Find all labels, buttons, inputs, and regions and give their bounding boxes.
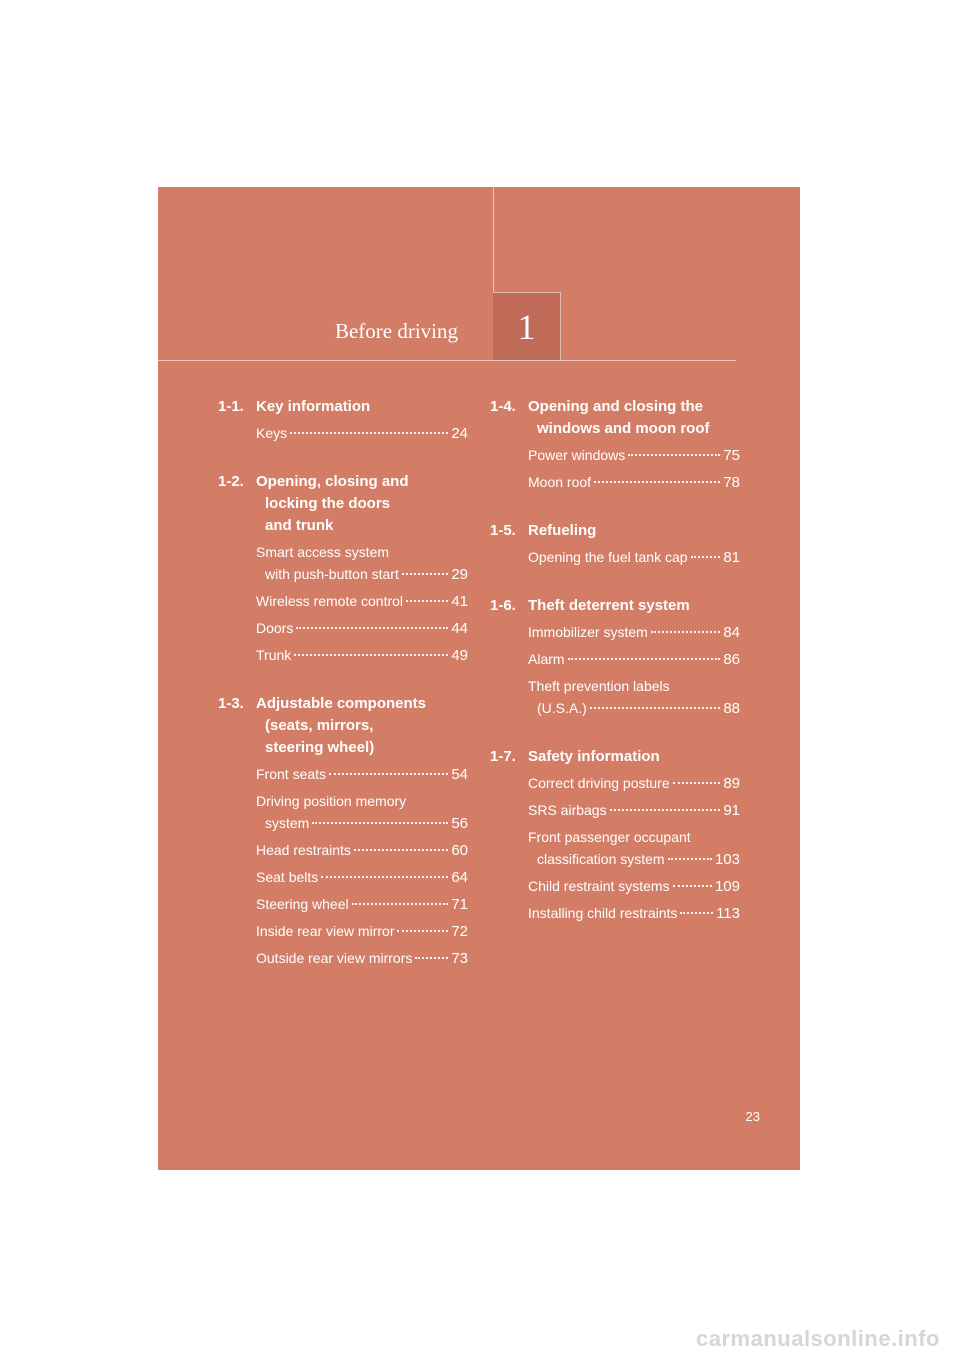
toc-entry-text: Immobilizer system — [528, 624, 648, 640]
dot-leader — [312, 822, 448, 824]
dot-leader — [397, 930, 448, 932]
toc-entry-text: Keys — [256, 425, 288, 441]
section-title — [256, 396, 468, 418]
dot-leader — [294, 654, 448, 656]
section-heading — [490, 520, 740, 542]
toc-page-number: 24 — [451, 425, 468, 442]
section-heading — [218, 693, 468, 759]
toc-page-number: 89 — [723, 775, 740, 792]
toc-entry-text: Wireless remote control — [256, 593, 404, 609]
toc-entry[interactable] — [218, 541, 468, 586]
toc-page-number: 44 — [451, 620, 468, 637]
section-number: 1-6. — [490, 597, 516, 614]
toc-entry-line — [256, 763, 468, 786]
toc-entry[interactable] — [490, 546, 740, 569]
dot-leader — [321, 876, 448, 878]
toc-entry-line — [256, 839, 468, 862]
section-number: 1-4. — [490, 398, 516, 415]
section-heading — [490, 396, 740, 440]
toc-entry-text: classification system — [537, 851, 665, 867]
toc-entry[interactable] — [218, 920, 468, 943]
toc-entry-line — [528, 621, 740, 644]
toc-entry[interactable] — [218, 617, 468, 640]
dot-leader — [568, 658, 721, 660]
section-title — [256, 471, 468, 537]
toc-entry-line — [528, 875, 740, 898]
dot-leader — [594, 481, 720, 483]
toc-entry-line — [528, 902, 740, 925]
header-horizontal-rule — [158, 360, 736, 361]
section-entries — [218, 541, 468, 667]
toc-entry-line — [528, 471, 740, 494]
section-number: 1-7. — [490, 748, 516, 765]
toc-entry-text: Inside rear view mirror — [256, 923, 395, 939]
toc-entry-text: (U.S.A.) — [537, 700, 587, 716]
toc-page-number: 91 — [723, 802, 740, 819]
toc-entry-text: Head restraints — [256, 842, 351, 858]
toc-entry[interactable] — [218, 893, 468, 916]
toc-entry-line — [256, 866, 468, 889]
toc-entry-line — [256, 812, 468, 835]
toc-entry-text: Power windows — [528, 447, 626, 463]
toc-entry[interactable] — [218, 644, 468, 667]
toc-column-right — [490, 396, 740, 951]
section-entries — [218, 763, 468, 970]
toc-entry-line — [256, 617, 468, 640]
toc-entry-line — [528, 772, 740, 795]
section-title-line: Key information — [256, 398, 371, 415]
section-title — [528, 520, 740, 542]
toc-entry-text: Opening the fuel tank cap — [528, 549, 688, 565]
toc-entry-text: Steering wheel — [256, 896, 349, 912]
toc-column-left — [218, 396, 468, 996]
toc-entry-line — [528, 648, 740, 671]
toc-section — [218, 396, 468, 445]
dot-leader — [680, 912, 713, 914]
section-entries — [490, 772, 740, 925]
chapter-panel — [158, 187, 800, 1170]
section-heading — [490, 746, 740, 768]
section-entries — [490, 444, 740, 494]
dot-leader — [673, 885, 712, 887]
chapter-number: 1 — [517, 306, 536, 347]
section-title-line: Opening and closing the — [528, 398, 704, 415]
toc-entry-line — [528, 675, 740, 697]
dot-leader — [402, 573, 448, 575]
section-heading — [218, 471, 468, 537]
toc-page-number: 103 — [714, 851, 740, 868]
dot-leader — [352, 903, 449, 905]
dot-leader — [354, 849, 448, 851]
toc-entry-text: Alarm — [528, 651, 565, 667]
toc-entry-text: Seat belts — [256, 869, 319, 885]
toc-section — [490, 746, 740, 925]
toc-page-number: 56 — [451, 815, 468, 832]
dot-leader — [610, 809, 721, 811]
toc-entry-line — [256, 790, 468, 812]
page-number: 23 — [745, 1109, 760, 1124]
toc-entry-text: Moon roof — [528, 474, 592, 490]
section-title — [528, 746, 740, 768]
toc-entry-text: Smart access system — [256, 544, 390, 560]
toc-page-number: 49 — [451, 647, 468, 664]
section-heading — [218, 396, 468, 418]
toc-page-number: 84 — [723, 624, 740, 641]
toc-entry-line — [256, 541, 468, 563]
toc-entry-line — [256, 422, 468, 445]
toc-entry[interactable] — [490, 675, 740, 720]
toc-entry-text: Theft prevention labels — [528, 678, 670, 694]
toc-entry[interactable] — [490, 772, 740, 795]
section-entries — [490, 621, 740, 720]
toc-entry-line — [528, 697, 740, 720]
toc-page-number: 75 — [723, 447, 740, 464]
toc-entry-text: system — [265, 815, 310, 831]
toc-entry-text: Front passenger occupant — [528, 829, 691, 845]
section-entries — [218, 422, 468, 445]
dot-leader — [590, 707, 721, 709]
toc-entry-text: Driving position memory — [256, 793, 407, 809]
toc-entry[interactable] — [490, 648, 740, 671]
toc-page-number: 41 — [451, 593, 468, 610]
toc-entry[interactable] — [218, 590, 468, 613]
toc-page-number: 78 — [723, 474, 740, 491]
toc-entry-line — [528, 799, 740, 822]
section-number: 1-3. — [218, 695, 244, 712]
toc-entry[interactable] — [490, 875, 740, 898]
toc-entry-line — [256, 563, 468, 586]
toc-entry[interactable] — [218, 866, 468, 889]
section-title — [528, 396, 740, 440]
toc-page-number: 72 — [451, 923, 468, 940]
chapter-title: Before driving — [334, 319, 458, 343]
section-title-line: Theft deterrent system — [528, 597, 690, 614]
section-number: 1-5. — [490, 522, 516, 539]
toc-entry-text: Outside rear view mirrors — [256, 950, 413, 966]
toc-section — [218, 693, 468, 970]
toc-entry[interactable] — [490, 471, 740, 494]
toc-section — [490, 595, 740, 720]
toc-entry-line — [256, 920, 468, 943]
section-number: 1-2. — [218, 473, 244, 490]
dot-leader — [628, 454, 720, 456]
dot-leader — [668, 858, 712, 860]
toc-page-number: 64 — [451, 869, 468, 886]
toc-entry-text: Installing child restraints — [528, 905, 678, 921]
section-title-line: and trunk — [265, 517, 334, 534]
toc-entry-line — [256, 947, 468, 970]
toc-entry-line — [528, 826, 740, 848]
section-entries — [490, 546, 740, 569]
toc-section — [490, 520, 740, 569]
toc-entry[interactable] — [490, 902, 740, 925]
toc-entry-line — [256, 590, 468, 613]
dot-leader — [673, 782, 721, 784]
toc-entry-line — [256, 893, 468, 916]
section-number: 1-1. — [218, 398, 244, 415]
dot-leader — [290, 432, 448, 434]
toc-entry-text: Child restraint systems — [528, 878, 670, 894]
dot-leader — [296, 627, 448, 629]
chapter-number-box — [493, 292, 561, 360]
toc-entry[interactable] — [490, 444, 740, 467]
toc-entry-text: Correct driving posture — [528, 775, 670, 791]
toc-entry-line — [528, 546, 740, 569]
toc-entry[interactable] — [490, 826, 740, 871]
toc-entry-text: Trunk — [256, 647, 292, 663]
toc-section — [490, 396, 740, 494]
toc-page-number: 54 — [451, 766, 468, 783]
toc-page-number: 109 — [714, 878, 740, 895]
section-title-line: Adjustable components — [256, 695, 427, 712]
toc-page-number: 88 — [723, 700, 740, 717]
toc-page-number: 60 — [451, 842, 468, 859]
toc-page-number: 71 — [451, 896, 468, 913]
dot-leader — [651, 631, 721, 633]
toc-section — [218, 471, 468, 667]
section-title-line: (seats, mirrors, — [265, 717, 374, 734]
dot-leader — [329, 773, 448, 775]
toc-entry[interactable] — [218, 763, 468, 786]
toc-page-number: 113 — [716, 905, 740, 922]
toc-entry-line — [528, 848, 740, 871]
section-title-line: steering wheel) — [265, 739, 375, 756]
dot-leader — [691, 556, 721, 558]
dot-leader — [406, 600, 448, 602]
toc-entry-text: Front seats — [256, 766, 327, 782]
toc-page-number: 29 — [451, 566, 468, 583]
section-title — [528, 595, 740, 617]
toc-page-number: 81 — [723, 549, 740, 566]
toc-entry-line — [256, 644, 468, 667]
section-title-line: Opening, closing and — [256, 473, 409, 490]
toc-page-number: 86 — [723, 651, 740, 668]
section-title-line: Refueling — [528, 522, 597, 539]
toc-entry-text: with push-button start — [265, 566, 399, 582]
section-heading — [490, 595, 740, 617]
toc-entry[interactable] — [218, 947, 468, 970]
toc-entry[interactable] — [218, 839, 468, 862]
toc-entry-text: SRS airbags — [528, 802, 607, 818]
toc-entry[interactable] — [218, 790, 468, 835]
toc-entry[interactable] — [490, 799, 740, 822]
toc-entry[interactable] — [218, 422, 468, 445]
toc-entry[interactable] — [490, 621, 740, 644]
toc-page-number: 73 — [451, 950, 468, 967]
toc-entry-line — [528, 444, 740, 467]
section-title — [256, 693, 468, 759]
dot-leader — [415, 957, 448, 959]
section-title-line: locking the doors — [265, 495, 391, 512]
watermark-text: carmanualsonline.info — [696, 1326, 940, 1351]
section-title-line: Safety information — [528, 748, 660, 765]
section-title-line: windows and moon roof — [537, 420, 710, 437]
toc-entry-text: Doors — [256, 620, 294, 636]
